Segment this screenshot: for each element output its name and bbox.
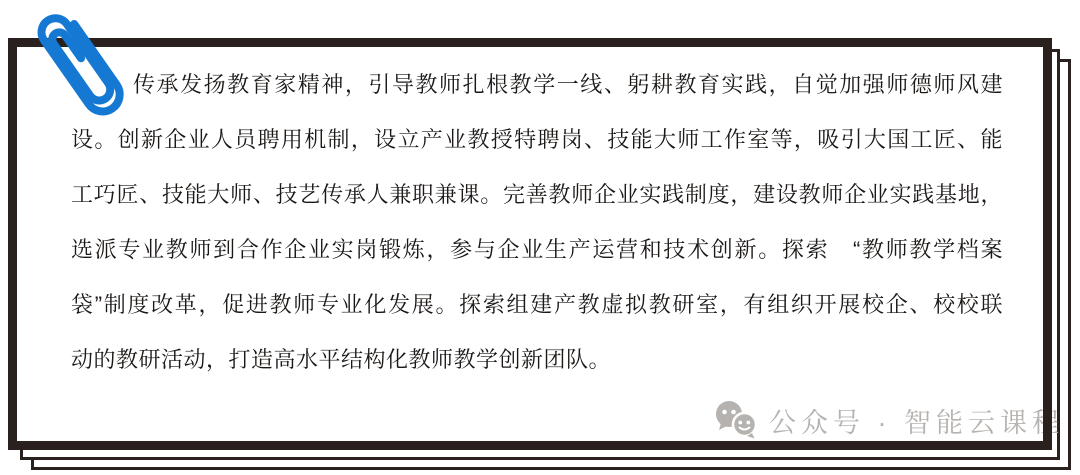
paragraph-block [71, 57, 1003, 387]
text-line: 工巧匠、技能大师、技艺传承人兼职兼课。完善教师企业实践制度，建设教师企业实践基地， [71, 182, 1003, 207]
text-line: 动的教研活动，打造高水平结构化教师教学创新团队。 [71, 347, 612, 372]
watermark [714, 400, 1064, 440]
text-line: 传承发扬教育家精神，引导教师扎根教学一线、躬耕教育实践，自觉加强师德师风建 [133, 72, 1003, 97]
wechat-icon [714, 400, 760, 440]
text-line: 袋”制度改革，促进教师专业化发展。探索组建产教虚拟教研室，有组织开展校企、校校联 [71, 292, 1003, 317]
watermark-label: 公众号 · 智能云课程 [769, 407, 1064, 438]
text-line: 选派专业教师到合作企业实岗锻炼，参与企业生产运营和技术创新。探索 “教师教学档案 [71, 237, 1003, 262]
document-card [8, 38, 1052, 450]
text-line: 设。创新企业人员聘用机制，设立产业教授特聘岗、技能大师工作室等，吸引大国工匠、能 [71, 127, 1003, 152]
